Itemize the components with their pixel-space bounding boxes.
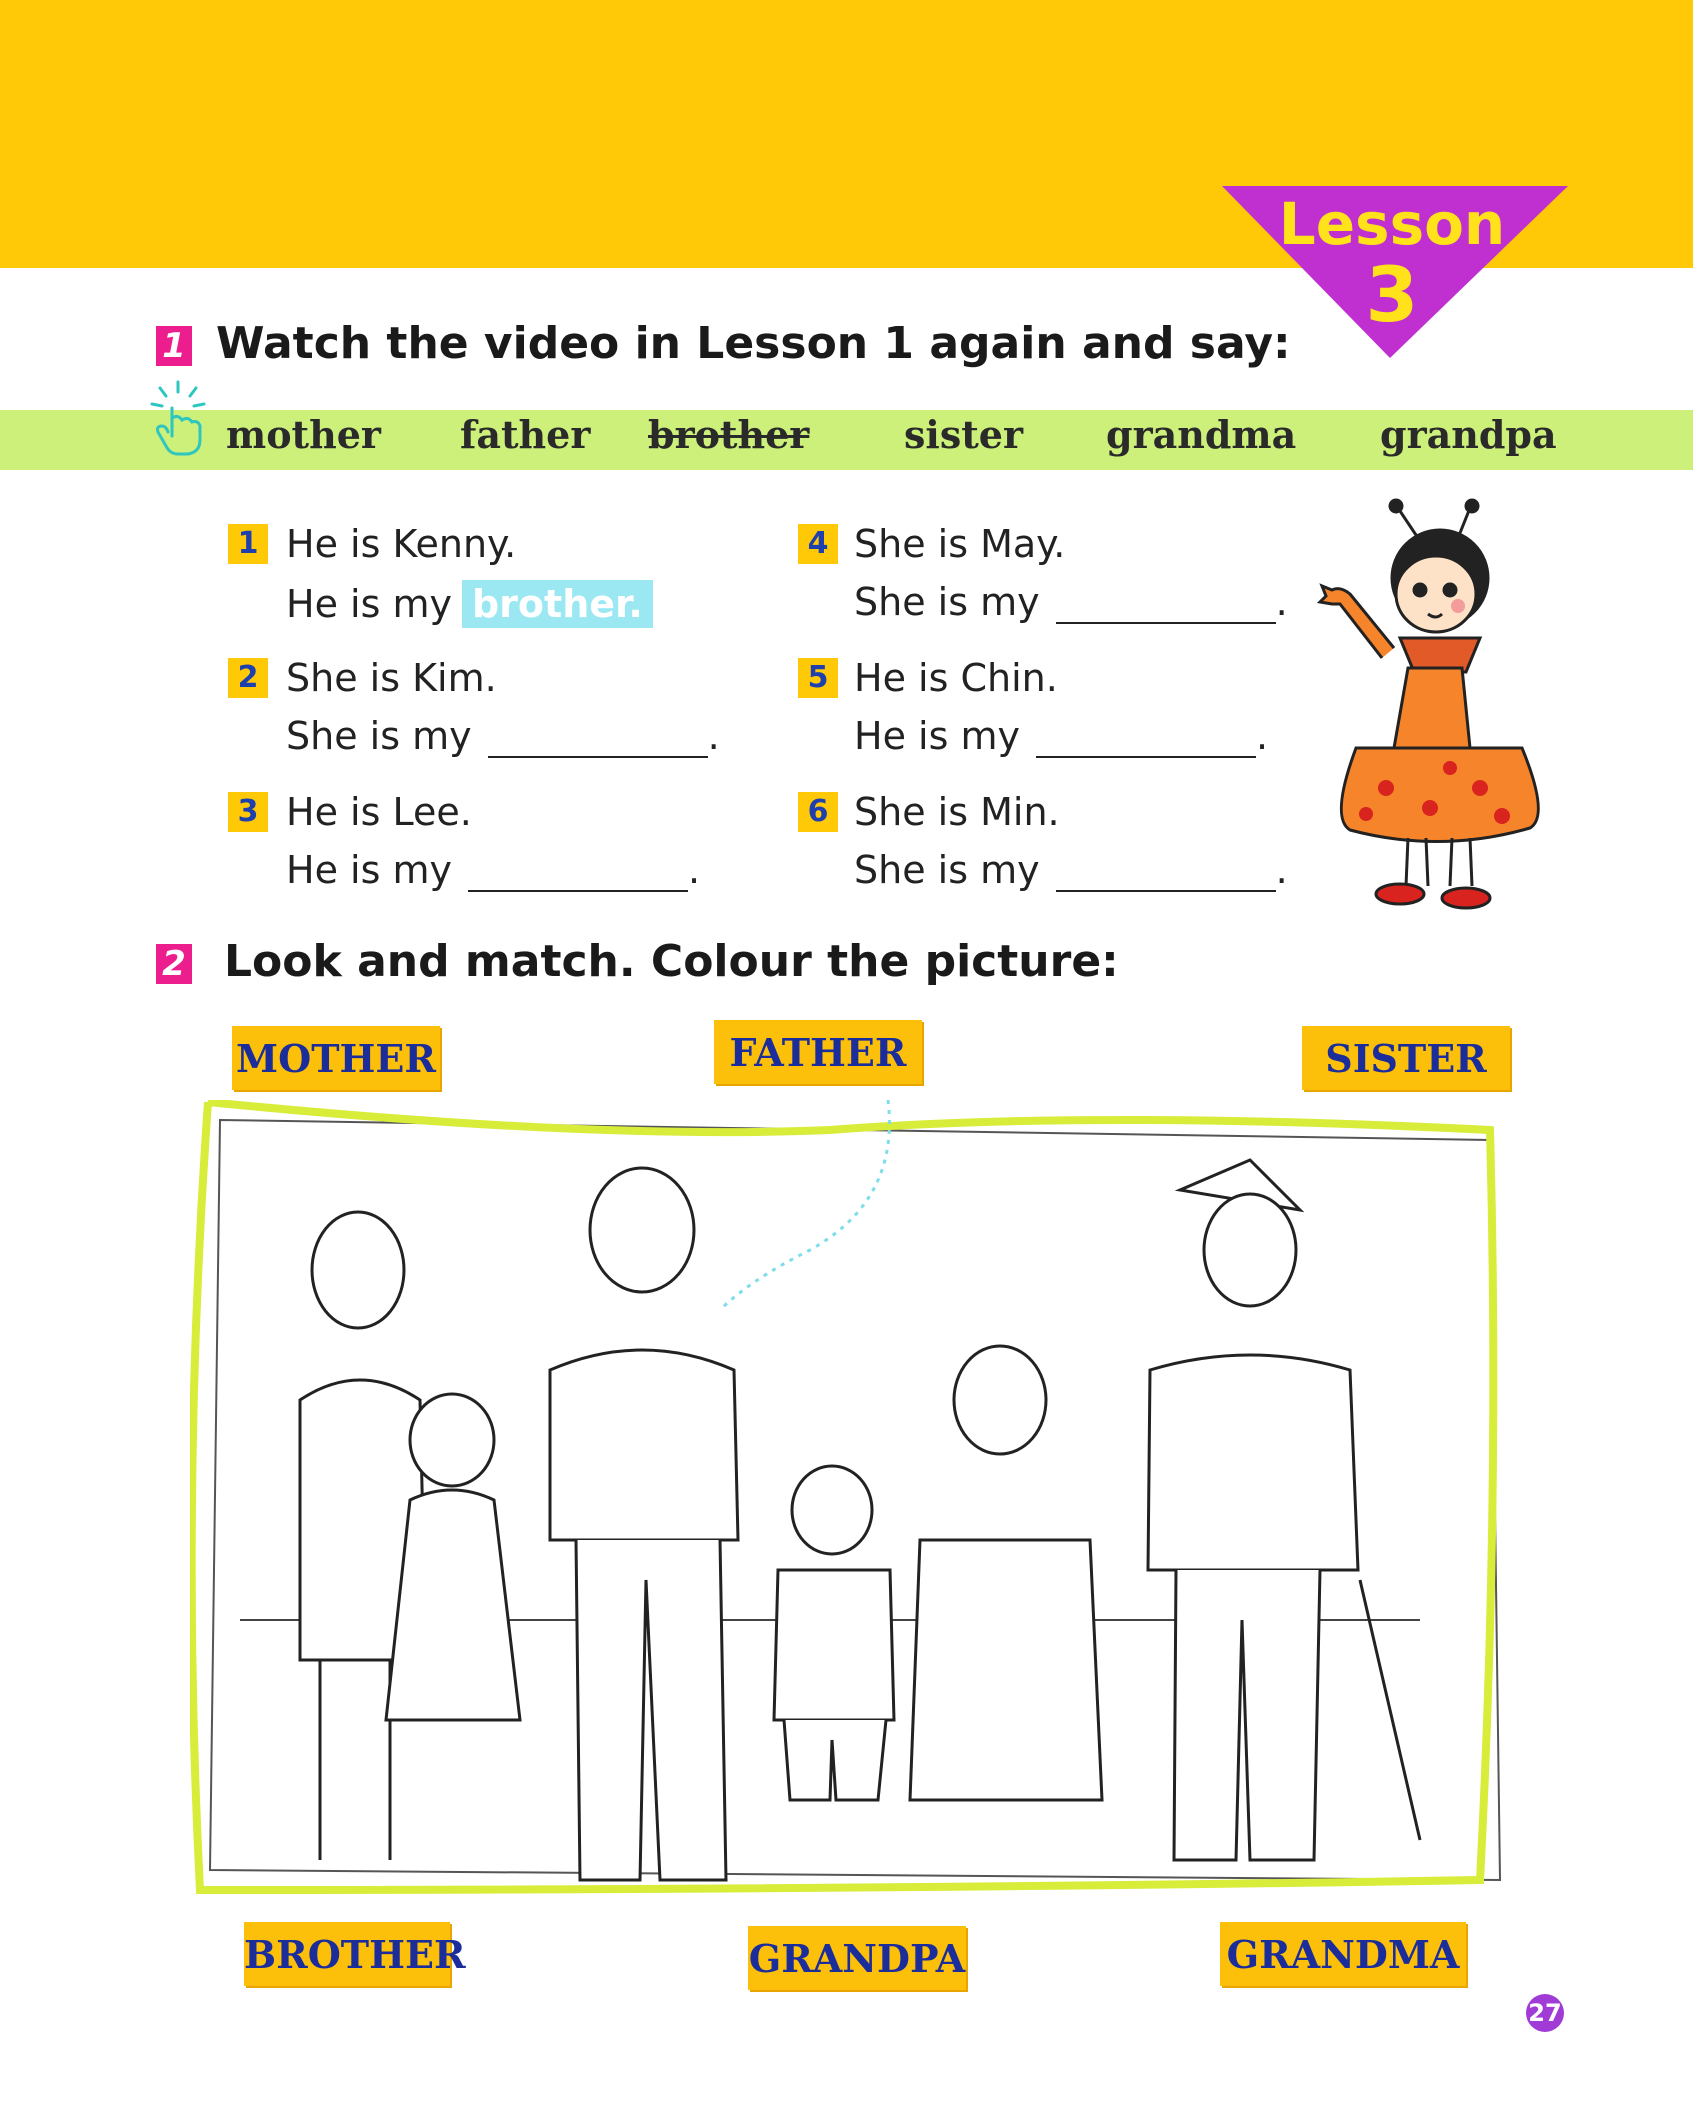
label-grandma[interactable]: GRANDMA (1220, 1922, 1466, 1986)
lesson-number: 3 (1365, 250, 1419, 339)
page-number: 27 (1526, 1994, 1564, 2032)
item-6-line-1: She is Min. (854, 790, 1060, 834)
item-number-5: 5 (798, 658, 838, 698)
item-6-blank[interactable] (1056, 854, 1276, 892)
exercise-2-badge: 2 (156, 944, 192, 984)
item-5-blank[interactable] (1036, 720, 1256, 758)
item-4-line-1: She is May. (854, 522, 1066, 566)
lesson-word: Lesson (1278, 190, 1506, 258)
item-5-line-2 (854, 714, 1268, 758)
exercise-1-title: Watch the video in Lesson 1 again and say: (216, 318, 1291, 369)
item-1-prompt: He is my (286, 582, 452, 626)
word-father: father (460, 412, 591, 457)
item-4-blank[interactable] (1056, 586, 1276, 624)
item-4-line-2 (854, 580, 1288, 624)
item-2-end: . (707, 714, 720, 758)
item-4-end: . (1275, 580, 1288, 624)
item-3-end: . (687, 848, 701, 892)
family-picture (190, 1100, 1520, 1900)
item-3-blank[interactable] (468, 854, 688, 892)
word-grandpa: grandpa (1380, 412, 1557, 457)
word-mother: mother (226, 412, 381, 457)
touch-hand-icon (146, 378, 210, 462)
item-6-prompt: She is my (854, 848, 1040, 892)
item-2-line-2 (286, 714, 720, 758)
item-3-line-2 (286, 848, 700, 892)
item-number-1: 1 (228, 524, 268, 564)
item-3-prompt: He is my (286, 848, 452, 892)
word-brother-crossed: brother (648, 412, 810, 457)
label-grandpa[interactable]: GRANDPA (748, 1926, 966, 1990)
item-6-line-2 (854, 848, 1288, 892)
item-number-2: 2 (228, 658, 268, 698)
item-1-answer: brother. (462, 580, 653, 628)
exercise-2-title: Look and match. Colour the picture: (224, 936, 1119, 987)
item-3-line-1: He is Lee. (286, 790, 472, 834)
word-sister: sister (904, 412, 1023, 457)
item-4-prompt: She is my (854, 580, 1040, 624)
item-2-blank[interactable] (488, 720, 708, 758)
label-mother[interactable]: MOTHER (232, 1026, 440, 1090)
item-1-line-1: He is Kenny. (286, 522, 517, 566)
item-5-prompt: He is my (854, 714, 1020, 758)
item-5-end: . (1255, 714, 1269, 758)
item-6-end: . (1275, 848, 1288, 892)
girl-illustration (1290, 498, 1570, 918)
item-2-prompt: She is my (286, 714, 472, 758)
item-number-3: 3 (228, 792, 268, 832)
item-number-6: 6 (798, 792, 838, 832)
label-brother[interactable]: BROTHER (244, 1922, 450, 1986)
item-5-line-1: He is Chin. (854, 656, 1058, 700)
item-number-4: 4 (798, 524, 838, 564)
label-sister[interactable]: SISTER (1302, 1026, 1510, 1090)
label-father[interactable]: FATHER (714, 1020, 922, 1084)
item-2-line-1: She is Kim. (286, 656, 497, 700)
item-1-line-2 (286, 580, 653, 628)
exercise-1-badge: 1 (156, 326, 192, 366)
word-grandma: grandma (1106, 412, 1297, 457)
